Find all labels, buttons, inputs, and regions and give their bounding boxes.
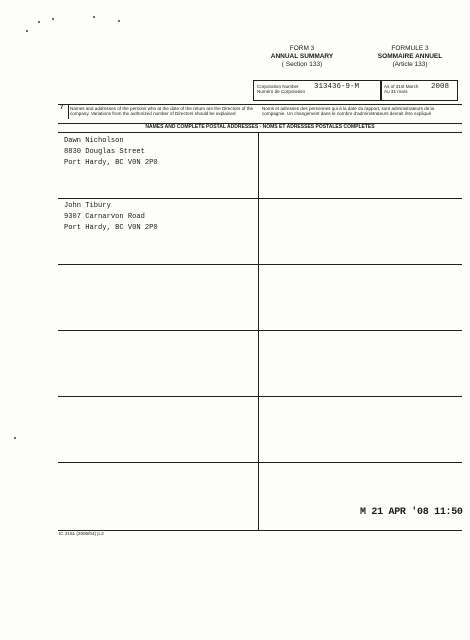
instruction-english: Names and addresses of the persons who at the date of the return are the Directors of the company. Variations from the authorized number of Directors should be explained xyxy=(70,106,254,117)
director-city: Port Hardy, BC V0N 2P0 xyxy=(64,224,158,232)
director-city: Port Hardy, BC V0N 2P0 xyxy=(64,159,158,167)
section-number: 7 xyxy=(60,105,64,111)
row-rule xyxy=(58,396,462,397)
form-name-en: ANNUAL SUMMARY xyxy=(270,53,334,60)
section-number-box xyxy=(58,105,69,119)
form-number-fr: FORMULE 3 xyxy=(391,45,429,52)
scan-speck xyxy=(118,20,120,22)
director-entry xyxy=(64,201,158,234)
section-top-rule xyxy=(58,104,462,105)
director-entry xyxy=(64,136,158,169)
form-footer-code: IC 3151 (2005/04) p.3 xyxy=(59,531,104,536)
instruction-french: Noms et adresses des personnes qui à la date du rapport, sont administrateurs de la compagnie. Un changement dans le nombre d'administrateurs devrait être expliqué xyxy=(262,106,435,117)
as-of-label: As of 31st March Au 31 mars xyxy=(384,84,419,95)
table-column-divider xyxy=(258,132,259,530)
fax-received-stamp: M 21 APR '08 11:50 xyxy=(360,507,463,518)
director-street: 9307 Carnarvon Road xyxy=(64,213,145,221)
row-rule xyxy=(58,264,462,265)
director-street: 8830 Douglas Street xyxy=(64,148,145,156)
form-title-french xyxy=(366,45,454,69)
corporation-number-label: Corporation Number Numéro de Corporation xyxy=(257,84,306,95)
row-rule xyxy=(58,330,462,331)
director-name: Dawn Nicholson xyxy=(64,137,124,145)
scan-speck xyxy=(52,18,54,20)
corporation-number-value: 313436-9-M xyxy=(314,83,360,91)
scan-speck xyxy=(93,16,95,18)
table-header: NAMES AND COMPLETE POSTAL ADDRESSES - NOMS ET ADRESSES POSTALES COMPLÈTES xyxy=(145,124,375,130)
row-rule xyxy=(58,462,462,463)
as-of-year: 2008 xyxy=(431,83,450,91)
corporation-number-box xyxy=(253,80,382,101)
form-section-fr: (Article 133) xyxy=(392,61,428,68)
director-name: John Tibury xyxy=(64,202,111,210)
scan-speck xyxy=(38,21,40,23)
scan-speck xyxy=(26,30,28,32)
table-bottom-rule xyxy=(58,530,462,531)
form-section-en: ( Section 133) xyxy=(281,61,323,68)
form-number-en: FORM 3 xyxy=(289,45,315,52)
table-header-rule xyxy=(58,132,462,133)
form-title-english xyxy=(262,45,342,69)
row-rule xyxy=(58,198,462,199)
form-name-fr: SOMMAIRE ANNUEL xyxy=(377,53,443,60)
scan-speck xyxy=(14,437,16,439)
as-of-date-box xyxy=(380,80,458,101)
